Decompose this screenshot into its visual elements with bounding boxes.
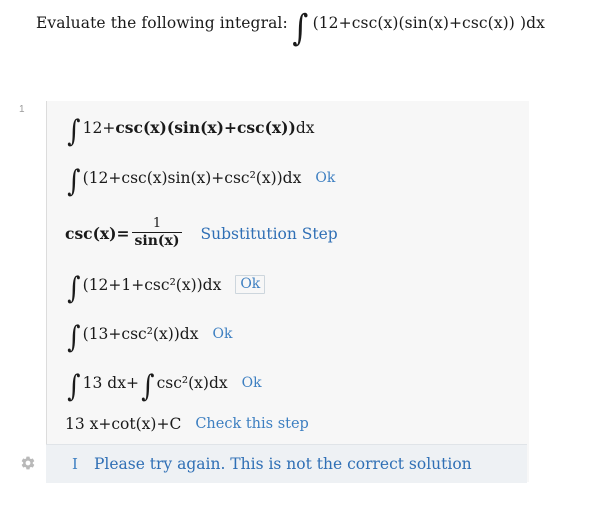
step-status-tag: Substitution Step [200, 224, 338, 243]
step-expression-bold: csc(x)(sin(x)+csc(x)) [115, 118, 296, 137]
step-expression [83, 118, 315, 137]
prompt-line: Evaluate the following integral: ∫ (12+csc(x)(sin(x)+csc(x)) )dx [36, 8, 545, 49]
step-row-1[interactable]: ∫ 12+ csc(x)(sin(x)+csc(x)) dx [67, 113, 315, 149]
prompt-text: Evaluate the following integral: [36, 14, 288, 32]
step-expression-2: csc²(x)dx [156, 374, 228, 392]
prompt-expression: (12+csc(x)(sin(x)+csc(x)) )dx [312, 14, 545, 32]
fraction-denominator: sin(x) [134, 232, 180, 249]
step-expression: (12+csc(x)sin(x)+csc²(x))dx [82, 169, 302, 187]
error-message-text: Please try again. This is not the correct solution [93, 455, 472, 473]
step-status-tag: Ok [241, 375, 262, 391]
step-expression: 13 dx+ [82, 374, 139, 392]
step-expression: (13+csc²(x))dx [82, 325, 199, 343]
step-row-4[interactable]: ∫ (12+1+csc²(x))dx Ok [65, 275, 265, 294]
step-row-2[interactable]: ∫ (12+csc(x)sin(x)+csc²(x))dx Ok [67, 164, 336, 199]
fraction-numerator: 1 [152, 216, 162, 231]
definition-lhs: csc(x)= [65, 224, 130, 244]
work-panel [46, 101, 529, 482]
step-row-6[interactable]: ∫ 13 dx+ ∫ csc²(x)dx Ok [67, 369, 262, 404]
step-row-3[interactable] [65, 218, 338, 249]
step-status-tag: Ok [235, 275, 265, 294]
step-expression: 13 x+cot(x)+C [65, 415, 182, 433]
line-number: 1 [19, 104, 25, 115]
step-expression: (12+1+csc²(x))dx [82, 275, 222, 294]
gear-icon[interactable] [20, 455, 36, 471]
step-status-tag: Check this step [195, 416, 309, 432]
text-cursor: I [72, 455, 78, 473]
error-message-bar [46, 444, 527, 483]
step-expression-tail: dx [295, 118, 315, 137]
step-status-tag: Ok [315, 170, 336, 186]
step-row-5[interactable]: ∫ (13+csc²(x))dx Ok [67, 320, 233, 355]
step-expression-plain: 12+ [82, 118, 116, 137]
step-status-tag: Ok [212, 326, 233, 342]
step-row-7[interactable] [65, 415, 309, 433]
fraction [132, 217, 183, 248]
